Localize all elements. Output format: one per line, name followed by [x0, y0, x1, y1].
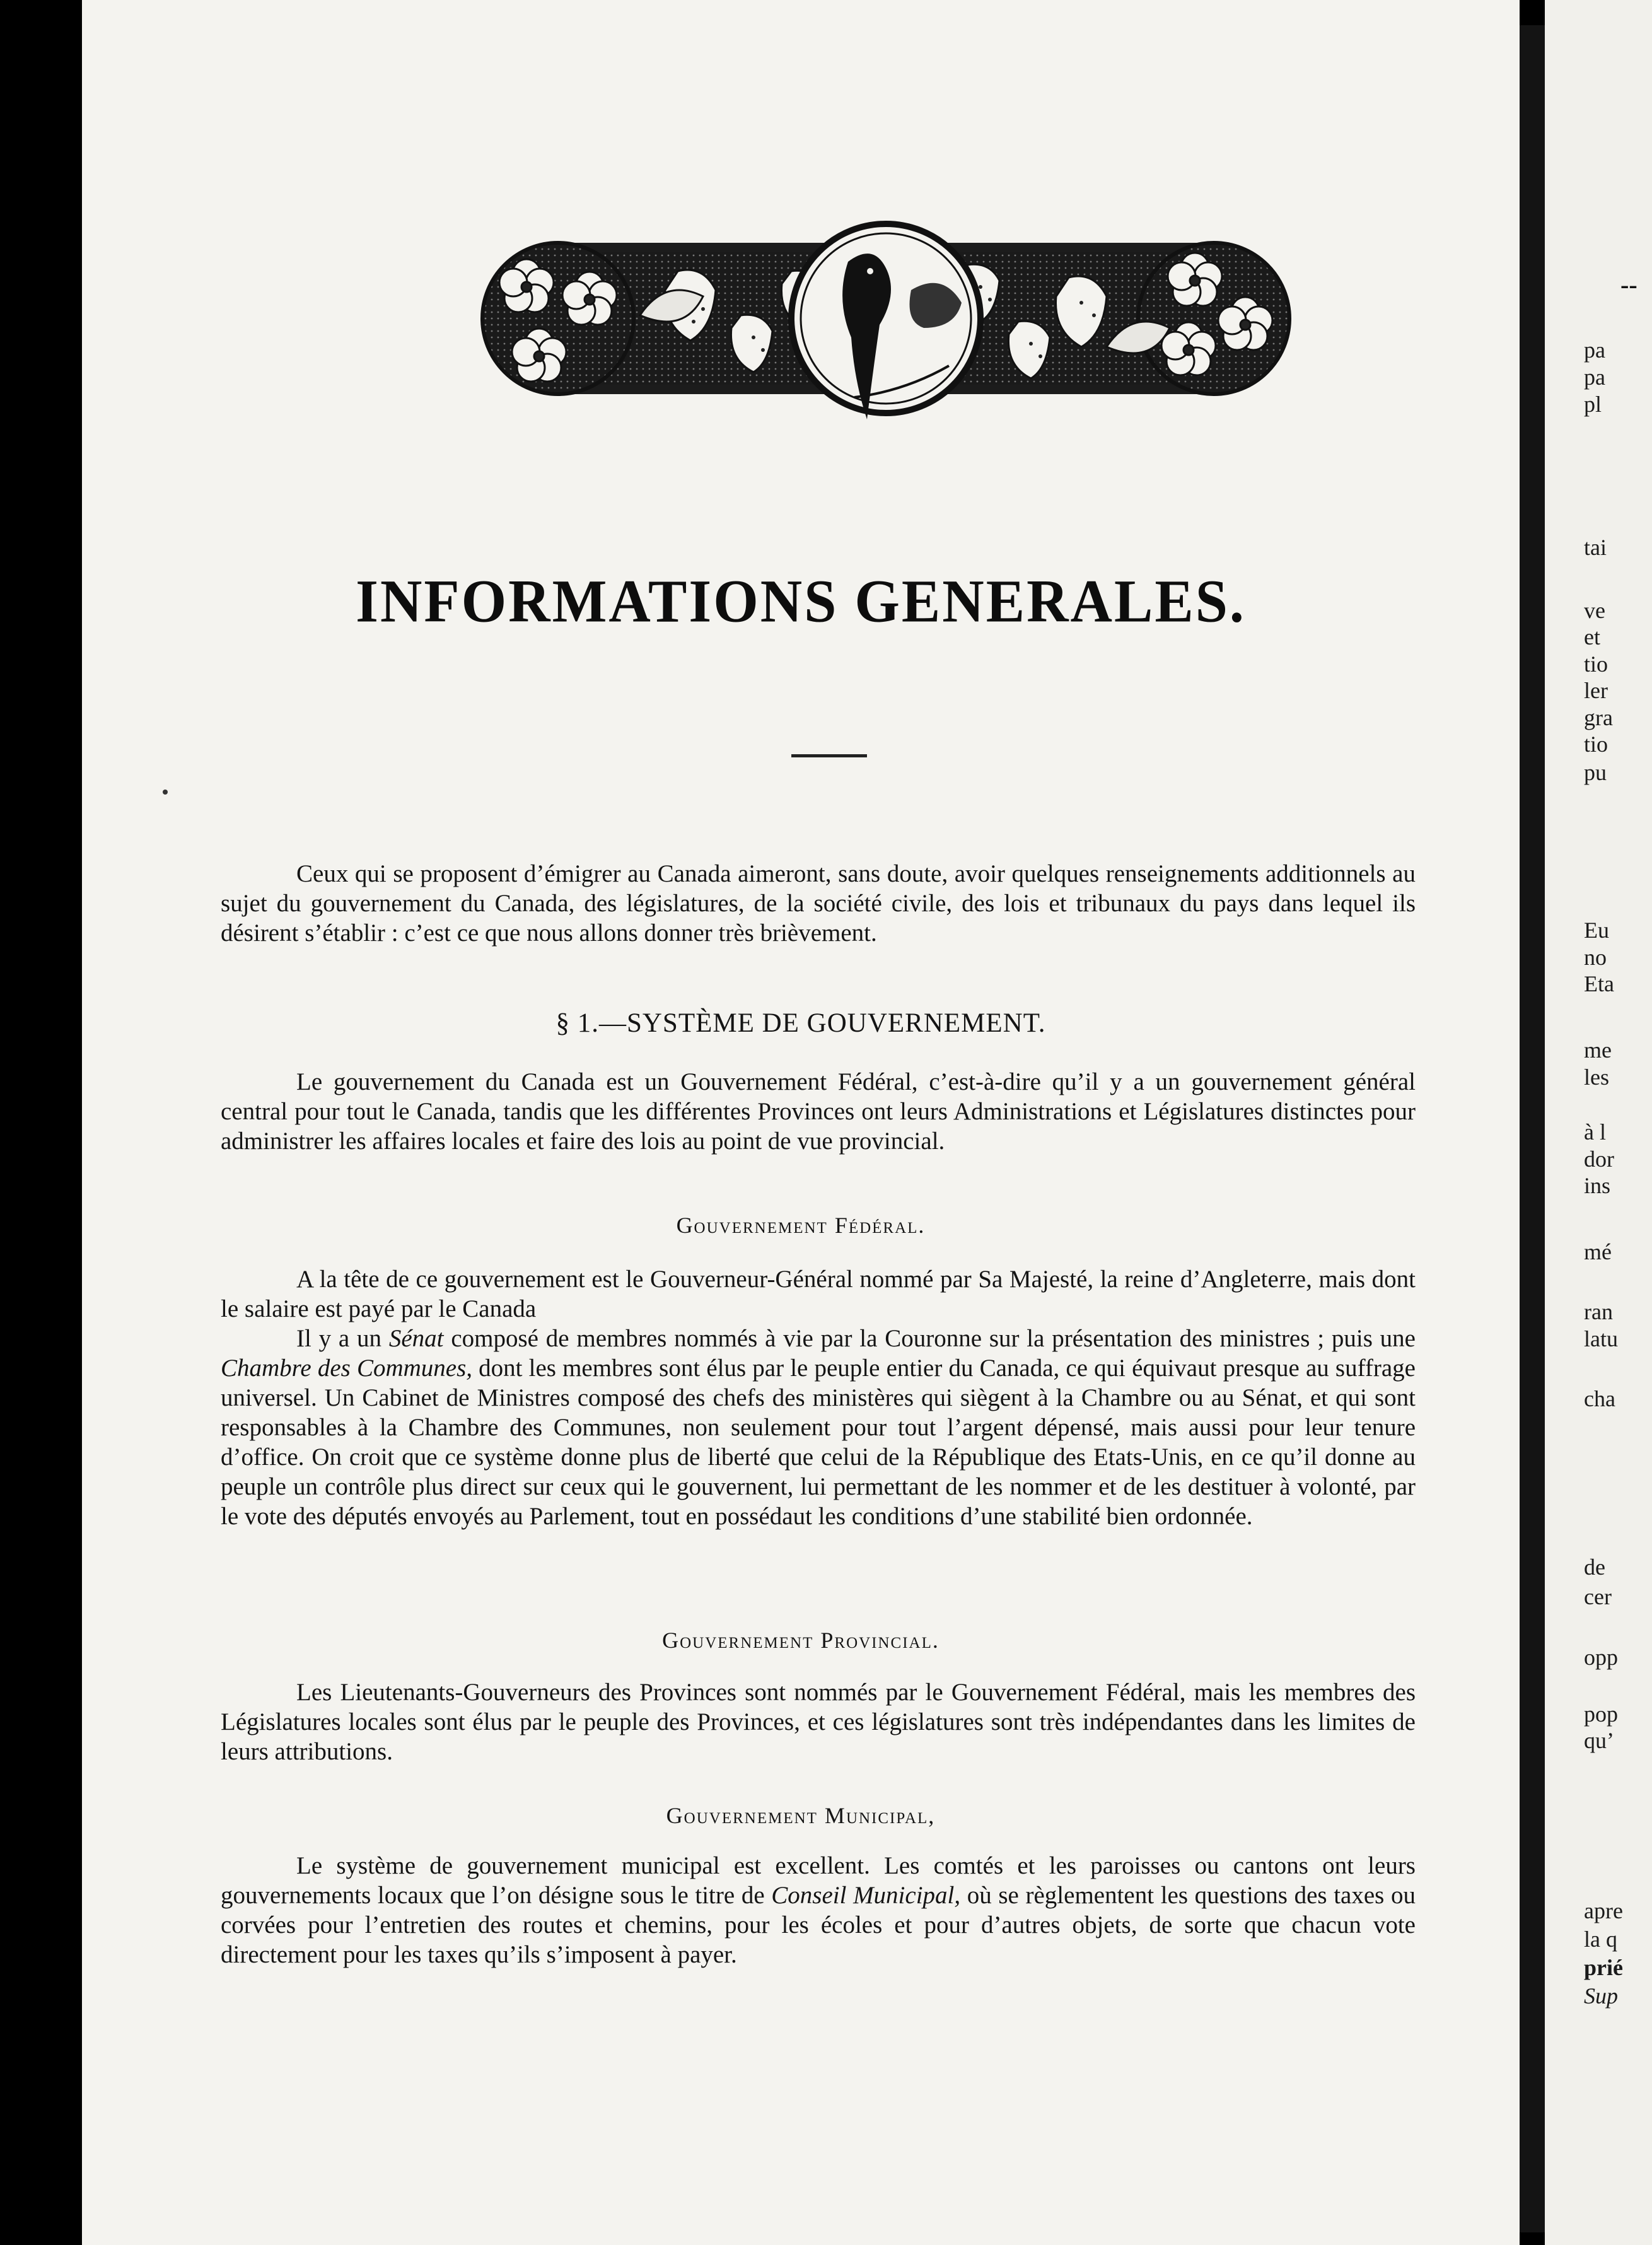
adjacent-fragment: tio [1584, 732, 1608, 757]
adjacent-fragment: les [1584, 1064, 1609, 1090]
adjacent-fragment: gra [1584, 705, 1613, 730]
adjacent-fragment: tio [1584, 651, 1608, 677]
left-blossom-disc [482, 243, 634, 394]
adjacent-fragment: opp [1584, 1645, 1618, 1670]
scan-speck [163, 790, 168, 795]
subheading-municipal: Gouvernement Municipal, [666, 1803, 936, 1828]
adjacent-fragment: cha [1584, 1386, 1615, 1411]
adjacent-fragment: prié [1584, 1955, 1623, 1980]
conseil-term: Conseil Municipal, [771, 1882, 961, 1909]
adjacent-fragment: ler [1584, 678, 1608, 703]
document-title: INFORMATIONS GENERALES. [356, 567, 1246, 635]
subheading-federal: Gouvernement Fédéral. [676, 1213, 926, 1238]
adjacent-fragment: dor [1584, 1146, 1614, 1172]
document-page [82, 0, 1520, 2245]
section-heading-systeme: § 1.—SYSTÈME DE GOUVERNEMENT. [556, 1008, 1046, 1038]
header-ornament [413, 214, 1359, 435]
adjacent-fragment: ins [1584, 1173, 1611, 1198]
adjacent-fragment: pa [1584, 364, 1605, 390]
adjacent-page [1545, 0, 1652, 2245]
section-1-paragraph: Le gouvernement du Canada est un Gouvernement Fédéral, c’est-à-dire qu’il y a un gouvernement général central pour tout le Canada, tandis que les différentes Provinces ont leurs Administrations et Législatures distinctes pour administrer les affaires locales et faire des lois au point de vue provincial. [221, 1068, 1416, 1155]
adjacent-fragment: no [1584, 945, 1607, 970]
adjacent-fragment: pl [1584, 392, 1602, 417]
adjacent-fragment: Eta [1584, 971, 1614, 996]
adjacent-fragment: me [1584, 1037, 1612, 1063]
senat-term: Sénat [388, 1325, 444, 1352]
scan-border-left [0, 0, 82, 2245]
adjacent-fragment: à l [1584, 1119, 1606, 1145]
adjacent-fragment: Eu [1584, 918, 1609, 943]
adjacent-dash: -- [1620, 271, 1637, 299]
adjacent-fragment: pu [1584, 760, 1607, 785]
adjacent-fragment: pop [1584, 1701, 1618, 1727]
adjacent-fragment: cer [1584, 1584, 1612, 1609]
title-rule [791, 754, 867, 757]
federal-paragraph-2: Il y a un Sénat composé de membres nommés à vie par la Couronne sur la présentation des ministres ; puis une Chambre des Communes, dont les membres sont élus par le peuple entier du Canada, ce qui équivaut presque au suffrage universel. Un Cabinet de Ministres composé des chefs des ministères qui siègent à la Chambre ou au Sénat, et qui sont responsables à la Chambre des Communes, non seulement pour tout l’argent dépensé, mais aussi pour leur tenure d’office. On croit que ce système donne plus de liberté que celui de la République des Etats-Unis, en ce qu’il donne au peuple un contrôle plus direct sur ceux qui le gouvernent, lui permettant de les nommer et de les destituer à volonté, par le vote des députés envoyés au Parlement, tout en possédaut les conditions d’une stabilité bien ordonnée. [221, 1325, 1416, 1530]
adjacent-fragment: apre [1584, 1898, 1623, 1923]
adjacent-fragment: ran [1584, 1299, 1613, 1324]
adjacent-fragment: ve [1584, 598, 1605, 623]
adjacent-fragment: tai [1584, 535, 1607, 560]
adjacent-fragment: et [1584, 624, 1600, 650]
federal-paragraph-1: A la tête de ce gouvernement est le Gouverneur-Général nommé par Sa Majesté, la reine d’Angleterre, mais dont le salaire est payé par le Canada [221, 1266, 1416, 1322]
chambre-term: Chambre des Communes, [221, 1355, 473, 1382]
adjacent-fragment: qu’ [1584, 1728, 1614, 1753]
subheading-provincial: Gouvernement Provincial. [662, 1628, 939, 1653]
right-blossom-disc [1138, 243, 1289, 394]
intro-paragraph: Ceux qui se proposent d’émigrer au Canada aimeront, sans doute, avoir quelques renseignements additionnels au sujet du gouvernement du Canada, des législatures, de la société civile, des lois et tribunaux du pays dans lequel ils désirent s’établir : c’est ce que nous allons donner très brièvement. [221, 860, 1416, 947]
bird-medallion [791, 224, 980, 419]
provincial-paragraph: Les Lieutenants-Gouverneurs des Provinces sont nommés par le Gouvernement Fédéral, mais les membres des Législatures locales sont élus par le peuple des Provinces, et ces législatures sont très indépendantes dans les limites de leurs attributions. [221, 1679, 1416, 1765]
adjacent-fragment: de [1584, 1554, 1605, 1580]
adjacent-fragment: la q [1584, 1927, 1617, 1952]
adjacent-fragment: pa [1584, 337, 1605, 363]
federal-text [221, 1264, 1416, 1531]
adjacent-fragment: mé [1584, 1239, 1612, 1264]
municipal-paragraph: Le système de gouvernement municipal est excellent. Les comtés et les paroisses ou cantons ont leurs gouvernements locaux que l’on désigne sous le titre de Conseil Municipal, où se règlementent les questions des taxes ou corvées pour l’entretien des routes et chemins, pour les écoles et pour d’autres objets, de sorte que chacun vote directement pour les taxes qu’ils s’imposent à payer. [221, 1852, 1416, 1968]
adjacent-fragment: latu [1584, 1326, 1618, 1351]
adjacent-fragment: Sup [1584, 1983, 1618, 2009]
page-gutter [1520, 25, 1545, 2232]
